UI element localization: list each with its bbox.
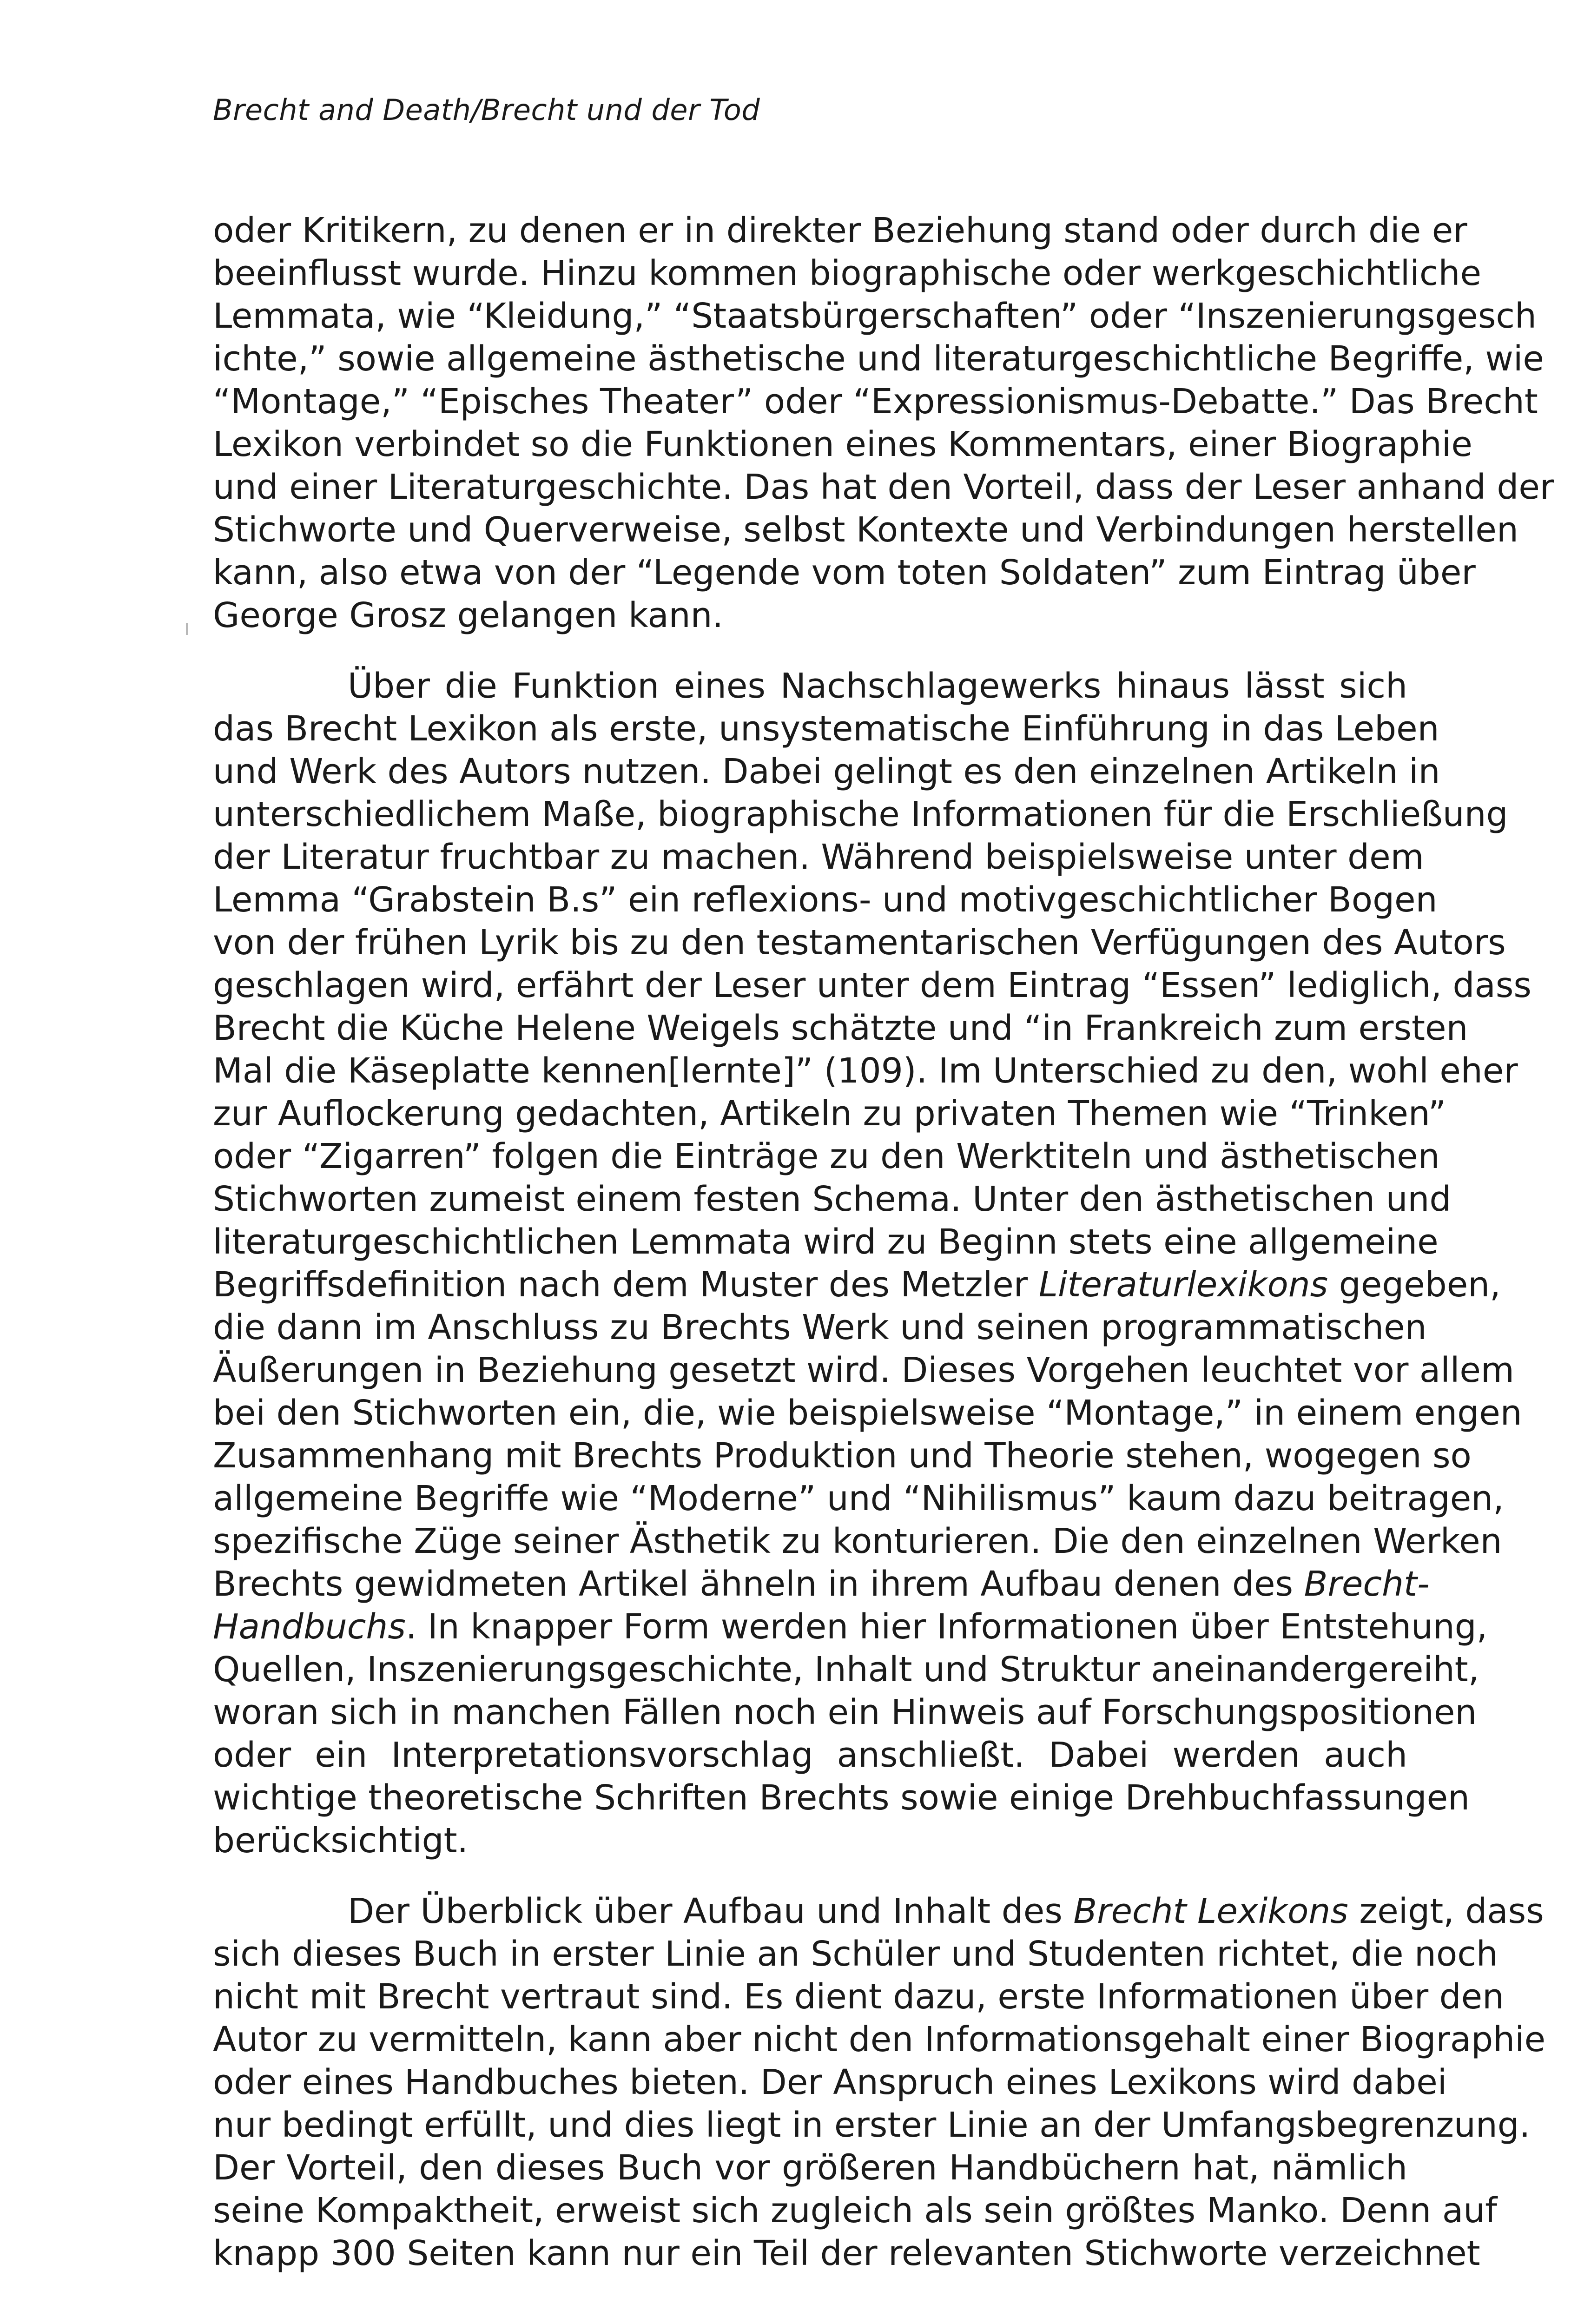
text-line: nicht mit Brecht vertraut sind. Es dient dazu, erste Informationen über den [213, 1977, 1505, 2017]
line-text: Begriffsdefinition nach dem Muster des Metzler [213, 1265, 1028, 1305]
text-line: der Literatur fruchtbar zu machen. Während beispielsweise unter dem [213, 837, 1424, 877]
text-line: allgemeine Begriffe wie “Moderne” und “Nihilismus” kaum dazu beitragen, [213, 1479, 1504, 1519]
text-line: unterschiedlichem Maße, biographische Informationen für die Erschließung [213, 794, 1508, 834]
text-line: zur Auflockerung gedachten, Artikeln zu privaten Themen wie “Trinken” [213, 1094, 1446, 1134]
text-line: knapp 300 Seiten kann nur ein Teil der relevanten Stichworte verzeichnet [213, 2233, 1480, 2273]
text-line: Lemmata, wie “Kleidung,” “Staatsbürgerschaften” oder “Inszenierungsgesch [213, 296, 1537, 336]
margin-mark [186, 623, 188, 635]
text-line: oder Kritikern, zu denen er in direkter Beziehung stand oder durch die er [213, 211, 1467, 251]
text-line: berücksichtigt. [213, 1821, 469, 1861]
text-line: Brecht die Küche Helene Weigels schätzte und “in Frankreich zum ersten [213, 1008, 1468, 1048]
text-line: bei den Stichworten ein, die, wie beispielsweise “Montage,” in einem engen [213, 1393, 1522, 1433]
paragraph-3 [213, 1890, 1546, 2275]
text-line: Lexikon verbindet so die Funktionen eines Kommentars, einer Biographie [213, 424, 1472, 464]
text-line: “Montage,” “Episches Theater” oder “Expressionismus-Debatte.” Das Brecht [213, 382, 1538, 422]
italic-title: Literaturlexikons [1038, 1265, 1328, 1305]
text-line: und Werk des Autors nutzen. Dabei gelingt es den einzelnen Artikeln in [213, 752, 1440, 792]
text-line: Über die Funktion eines Nachschlagewerks hinaus lässt sich [348, 666, 1407, 706]
paragraph-1 [213, 209, 1554, 637]
text-line: oder eines Handbuches bieten. Der Anspruch eines Lexikons wird dabei [213, 2062, 1447, 2102]
text-line: oder “Zigarren” folgen die Einträge zu den Werktiteln und ästhetischen [213, 1136, 1440, 1176]
text-line: Autor zu vermitteln, kann aber nicht den Informationsgehalt einer Biographie [213, 2020, 1546, 2060]
text-line: Quellen, Inszenierungsgeschichte, Inhalt und Struktur aneinandergereiht, [213, 1650, 1479, 1690]
text-line: die dann im Anschluss zu Brechts Werk und seinen programmatischen [213, 1307, 1427, 1347]
text-line: wichtige theoretische Schriften Brechts sowie einige Drehbuchfassungen [213, 1778, 1470, 1818]
text-line: literaturgeschichtlichen Lemmata wird zu Beginn stets eine allgemeine [213, 1222, 1439, 1262]
italic-title: Brecht- [1304, 1564, 1430, 1604]
text-line: kann, also etwa von der “Legende vom toten Soldaten” zum Eintrag über [213, 553, 1476, 593]
line-text: Der Überblick über Aufbau und Inhalt des [348, 1891, 1063, 1931]
text-line: das Brecht Lexikon als erste, unsystematische Einführung in das Leben [213, 709, 1439, 749]
text-line: geschlagen wird, erfährt der Leser unter dem Eintrag “Essen” lediglich, dass [213, 965, 1531, 1005]
text-line: oder ein Interpretationsvorschlag anschließt. Dabei werden auch [213, 1735, 1407, 1775]
text-line: Mal die Käseplatte kennen[lernte]” (109). Im Unterschied zu den, wohl eher [213, 1051, 1518, 1091]
running-head: Brecht and Death/Brecht und der Tod [213, 93, 760, 127]
text-line [213, 1263, 1501, 1306]
text-line: George Grosz gelangen kann. [213, 595, 724, 635]
text-line: Äußerungen in Beziehung gesetzt wird. Dieses Vorgehen leuchtet vor allem [213, 1350, 1515, 1390]
text-line [213, 1890, 1544, 1933]
line-text: . In knapper Form werden hier Informationen über Entstehung, [405, 1607, 1488, 1647]
text-line: Stichworte und Querverweise, selbst Kontexte und Verbindungen herstellen [213, 510, 1518, 550]
text-line: Zusammenhang mit Brechts Produktion und Theorie stehen, wogegen so [213, 1436, 1472, 1476]
text-line: von der frühen Lyrik bis zu den testamentarischen Verfügungen des Autors [213, 923, 1506, 963]
line-text: gegeben, [1328, 1265, 1501, 1305]
text-line: ichte,” sowie allgemeine ästhetische und literaturgeschichtliche Begriffe, wie [213, 339, 1544, 379]
text-line [213, 1563, 1430, 1605]
line-text: Brechts gewidmeten Artikel ähneln in ihrem Aufbau denen des [213, 1564, 1294, 1604]
text-line: Lemma “Grabstein B.s” ein reflexions- und motivgeschichtlicher Bogen [213, 880, 1438, 920]
text-line: beeinflusst wurde. Hinzu kommen biographische oder werkgeschichtliche [213, 253, 1481, 293]
text-line: Der Vorteil, den dieses Buch vor größeren Handbüchern hat, nämlich [213, 2148, 1407, 2188]
text-line: sich dieses Buch in erster Linie an Schüler und Studenten richtet, die noch [213, 1934, 1498, 1974]
paragraph-2 [213, 665, 1531, 1862]
text-line: nur bedingt erfüllt, und dies liegt in erster Linie an der Umfangsbegrenzung. [213, 2105, 1531, 2145]
text-line: woran sich in manchen Fällen noch ein Hinweis auf Forschungspositionen [213, 1692, 1477, 1732]
text-line [213, 1605, 1488, 1648]
text-line: Stichworten zumeist einem festen Schema. Unter den ästhetischen und [213, 1179, 1452, 1219]
line-text: zeigt, dass [1348, 1891, 1544, 1931]
italic-title: Handbuchs [213, 1607, 406, 1647]
text-line: seine Kompaktheit, erweist sich zugleich als sein größtes Manko. Denn auf [213, 2191, 1498, 2231]
body-text [213, 209, 1554, 2275]
italic-title: Brecht Lexikons [1073, 1891, 1348, 1931]
text-line: spezifische Züge seiner Ästhetik zu konturieren. Die den einzelnen Werken [213, 1521, 1502, 1561]
text-line: und einer Literaturgeschichte. Das hat den Vorteil, dass der Leser anhand der [213, 467, 1554, 507]
